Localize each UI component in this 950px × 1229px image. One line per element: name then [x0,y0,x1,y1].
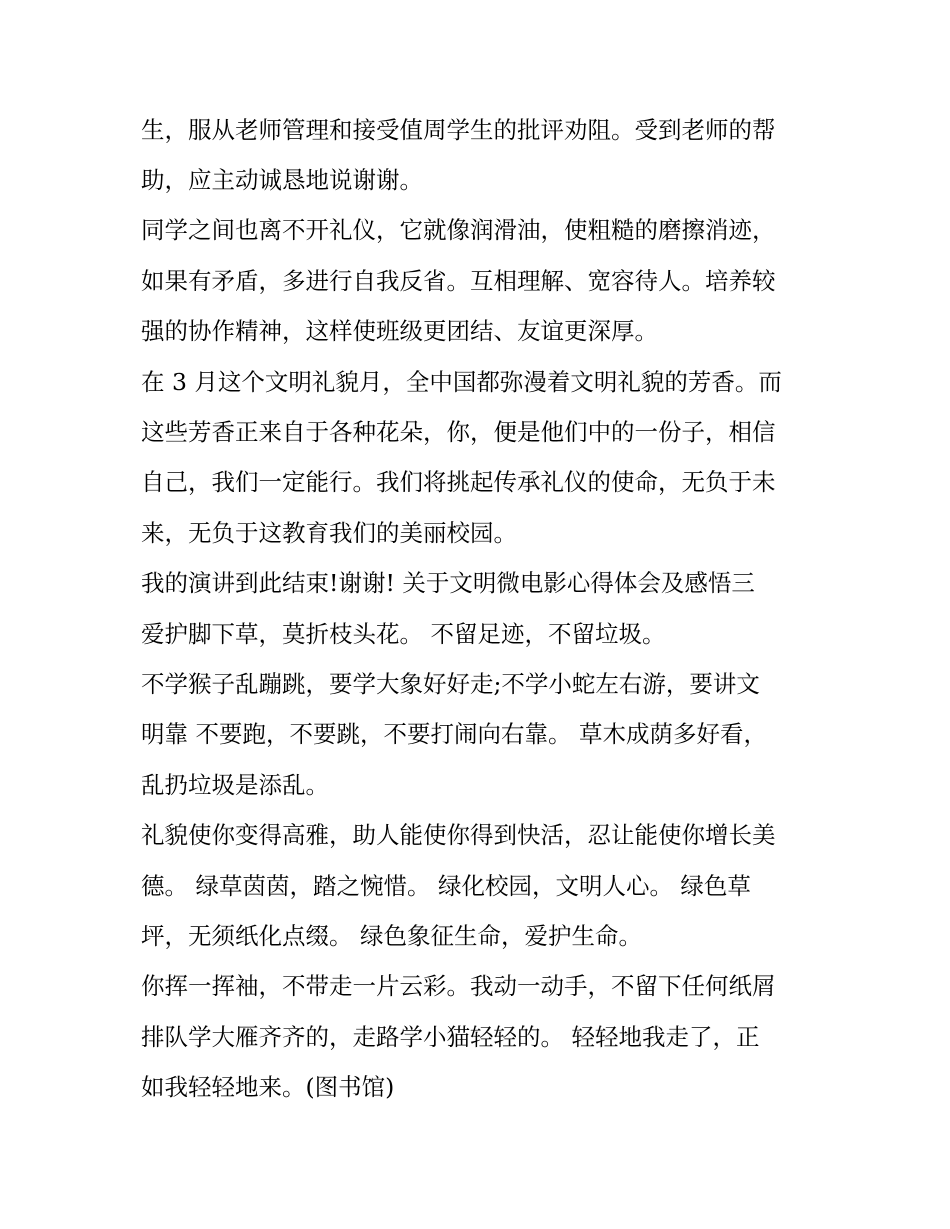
text-line: 明靠 不要跑，不要跳，不要打闹向右靠。 草木成荫多好看， [141,720,767,748]
text-line: 乱扔垃圾是添乱。 [141,771,329,799]
text-line: 不学猴子乱蹦跳，要学大象好好走;不学小蛇左右游，要讲文 [141,670,760,698]
text-line: 我的演讲到此结束!谢谢! 关于文明微电影心得体会及感悟三 [141,569,755,597]
text-line: 生，服从老师管理和接受值周学生的批评劝阻。受到老师的帮 [141,116,776,144]
text-line: 如果有矛盾，多进行自我反省。互相理解、宽容待人。培养较 [141,267,776,295]
text-line: 来，无负于这教育我们的美丽校园。 [141,519,517,547]
text-line: 这些芳香正来自于各种花朵，你，便是他们中的一份子，相信 [141,418,776,446]
text-line: 如我轻轻地来。(图书馆) [141,1073,395,1101]
text-line: 在 3 月这个文明礼貌月，全中国都弥漫着文明礼貌的芳香。而 [141,368,782,396]
text-line: 强的协作精神，这样使班级更团结、友谊更深厚。 [141,317,658,345]
text-line: 德。 绿草茵茵，踏之惋惜。 绿化校园，文明人心。 绿色草 [141,872,751,900]
text-line: 礼貌使你变得高雅，助人能使你得到快活，忍让能使你增长美 [141,821,776,849]
text-line: 排队学大雁齐齐的，走路学小猫轻轻的。 轻轻地我走了，正 [141,1023,760,1051]
text-line: 爱护脚下草，莫折枝头花。 不留足迹，不留垃圾。 [141,620,666,648]
text-line: 坪，无须纸化点缀。 绿色象征生命，爱护生命。 [141,922,642,950]
text-line: 助，应主动诚恳地说谢谢。 [141,166,423,194]
text-line: 你挥一挥袖，不带走一片云彩。我动一动手，不留下任何纸屑 [141,972,776,1000]
text-line: 自己，我们一定能行。我们将挑起传承礼仪的使命，无负于未 [141,468,776,496]
text-line: 同学之间也离不开礼仪，它就像润滑油，使粗糙的磨擦消迹， [141,216,776,244]
